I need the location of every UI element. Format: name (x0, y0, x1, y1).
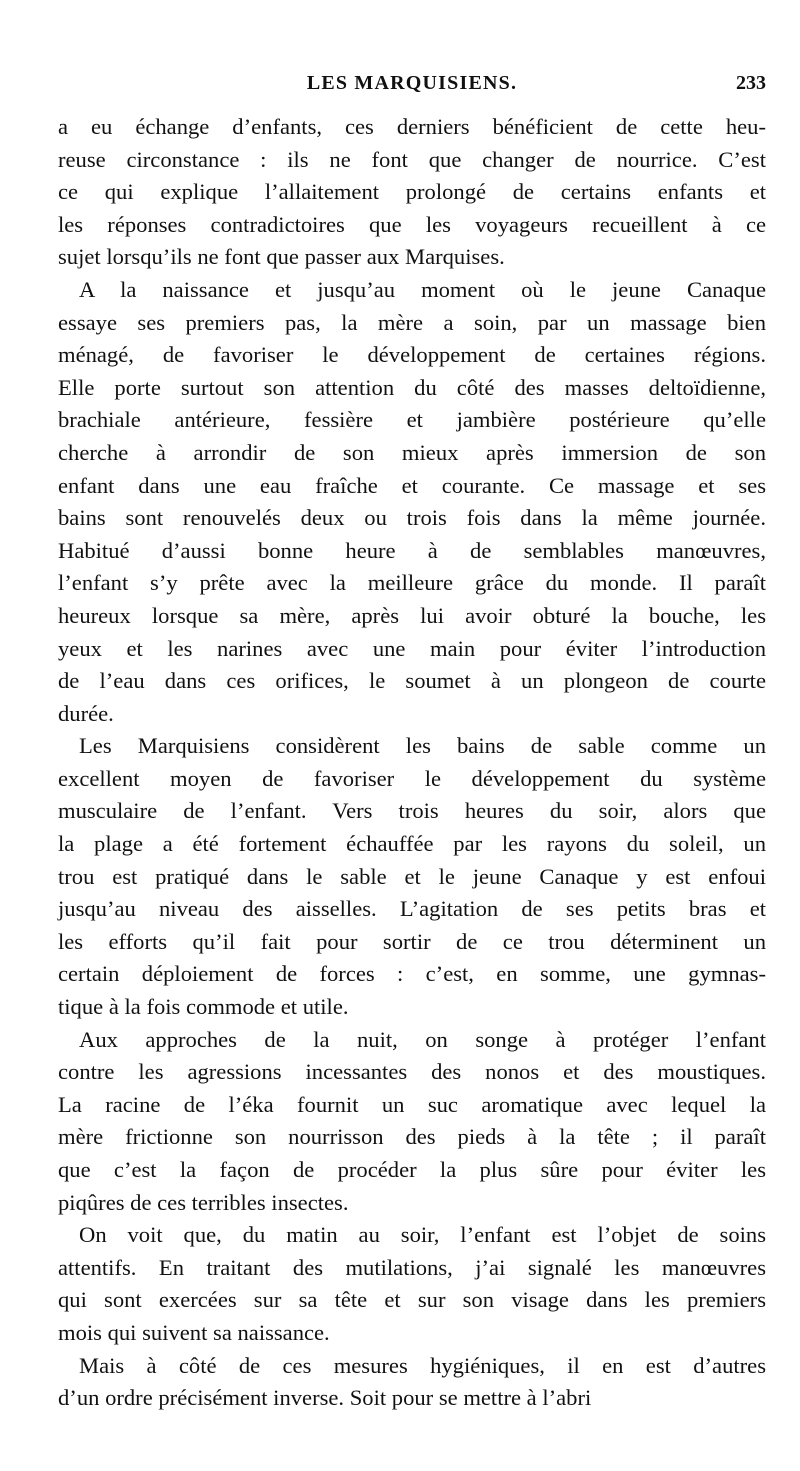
body-text (58, 111, 766, 1415)
text-line: yeux et les narines avec une main pour éviter l’introduction (58, 635, 766, 661)
text-line: mère frictionne son nourrisson des pieds à la tête ; il paraît (58, 1124, 766, 1150)
paragraph (58, 730, 766, 1023)
text-line: Habitué d’aussi bonne heure à de semblables manœuvres, (58, 537, 766, 563)
text-line: de l’eau dans ces orifices, le soumet à un plongeon de courte (58, 668, 766, 694)
paragraph (58, 1024, 766, 1220)
text-line: brachiale antérieure, fessière et jambière postérieure qu’elle (58, 407, 766, 433)
text-line: la plage a été fortement échauffée par les rayons du soleil, un (58, 831, 766, 857)
running-title: LES MARQUISIENS. (306, 72, 518, 94)
paragraph (58, 274, 766, 730)
text-line: A la naissance et jusqu’au moment où le jeune Canaque (79, 276, 766, 302)
text-line: Mais à côté de ces mesures hygiéniques, il en est d’autres (79, 1352, 766, 1378)
text-line: certain déploiement de forces : c’est, en somme, une gymnas- (58, 961, 766, 987)
text-line: ménagé, de favoriser le développement de certaines régions. (58, 342, 766, 368)
text-line: enfant dans une eau fraîche et courante. Ce massage et ses (58, 472, 766, 498)
page-number: 233 (736, 72, 766, 94)
text-line: mois qui suivent sa naissance. (58, 1319, 330, 1345)
text-line: trou est pratiqué dans le sable et le jeune Canaque y est enfoui (58, 863, 766, 889)
text-line: qui sont exercées sur sa tête et sur son visage dans les premiers (58, 1287, 766, 1313)
text-line: cherche à arrondir de son mieux après immersion de son (58, 439, 766, 465)
text-line: Elle porte surtout son attention du côté des masses deltoïdienne, (58, 374, 766, 400)
text-line: d’un ordre précisément inverse. Soit pour se mettre à l’abri (58, 1385, 592, 1411)
text-line: piqûres de ces terribles insectes. (58, 1189, 349, 1215)
paragraph (58, 1350, 766, 1415)
text-line: On voit que, du matin au soir, l’enfant est l’objet de soins (79, 1222, 766, 1248)
text-line: contre les agressions incessantes des nonos et des moustiques. (58, 1059, 766, 1085)
text-line: Les Marquisiens considèrent les bains de sable comme un (79, 733, 766, 759)
text-line: Aux approches de la nuit, on songe à protéger l’enfant (79, 1026, 766, 1052)
text-line: tique à la fois commode et utile. (58, 994, 349, 1020)
text-line: jusqu’au niveau des aisselles. L’agitation de ses petits bras et (58, 896, 766, 922)
page-header (58, 72, 766, 102)
text-line: excellent moyen de favoriser le développement du système (58, 765, 766, 791)
text-line: durée. (58, 700, 114, 726)
text-line: bains sont renouvelés deux ou trois fois dans la même journée. (58, 505, 766, 531)
text-line: reuse circonstance : ils ne font que changer de nourrice. C’est (58, 146, 766, 172)
text-line: les efforts qu’il fait pour sortir de ce trou déterminent un (58, 928, 766, 954)
text-line: La racine de l’éka fournit un suc aromatique avec lequel la (58, 1091, 766, 1117)
text-line: que c’est la façon de procéder la plus sûre pour éviter les (58, 1157, 766, 1182)
paragraph (58, 1219, 766, 1349)
text-line: essaye ses premiers pas, la mère a soin, par un massage bien (58, 309, 766, 335)
text-line: a eu échange d’enfants, ces derniers bénéficient de cette heu- (58, 114, 766, 139)
text-line: les réponses contradictoires que les voyageurs recueillent à ce (58, 211, 766, 237)
text-line: ce qui explique l’allaitement prolongé de certains enfants et (58, 179, 766, 205)
text-line: attentifs. En traitant des mutilations, j’ai signalé les manœuvres (58, 1254, 766, 1280)
text-line: heureux lorsque sa mère, après lui avoir obturé la bouche, les (58, 602, 766, 628)
text-line: musculaire de l’enfant. Vers trois heures du soir, alors que (58, 798, 766, 824)
text-line: l’enfant s’y prête avec la meilleure grâce du monde. Il paraît (58, 570, 766, 596)
text-line: sujet lorsqu’ils ne font que passer aux Marquises. (58, 244, 505, 270)
paragraph (58, 111, 766, 274)
